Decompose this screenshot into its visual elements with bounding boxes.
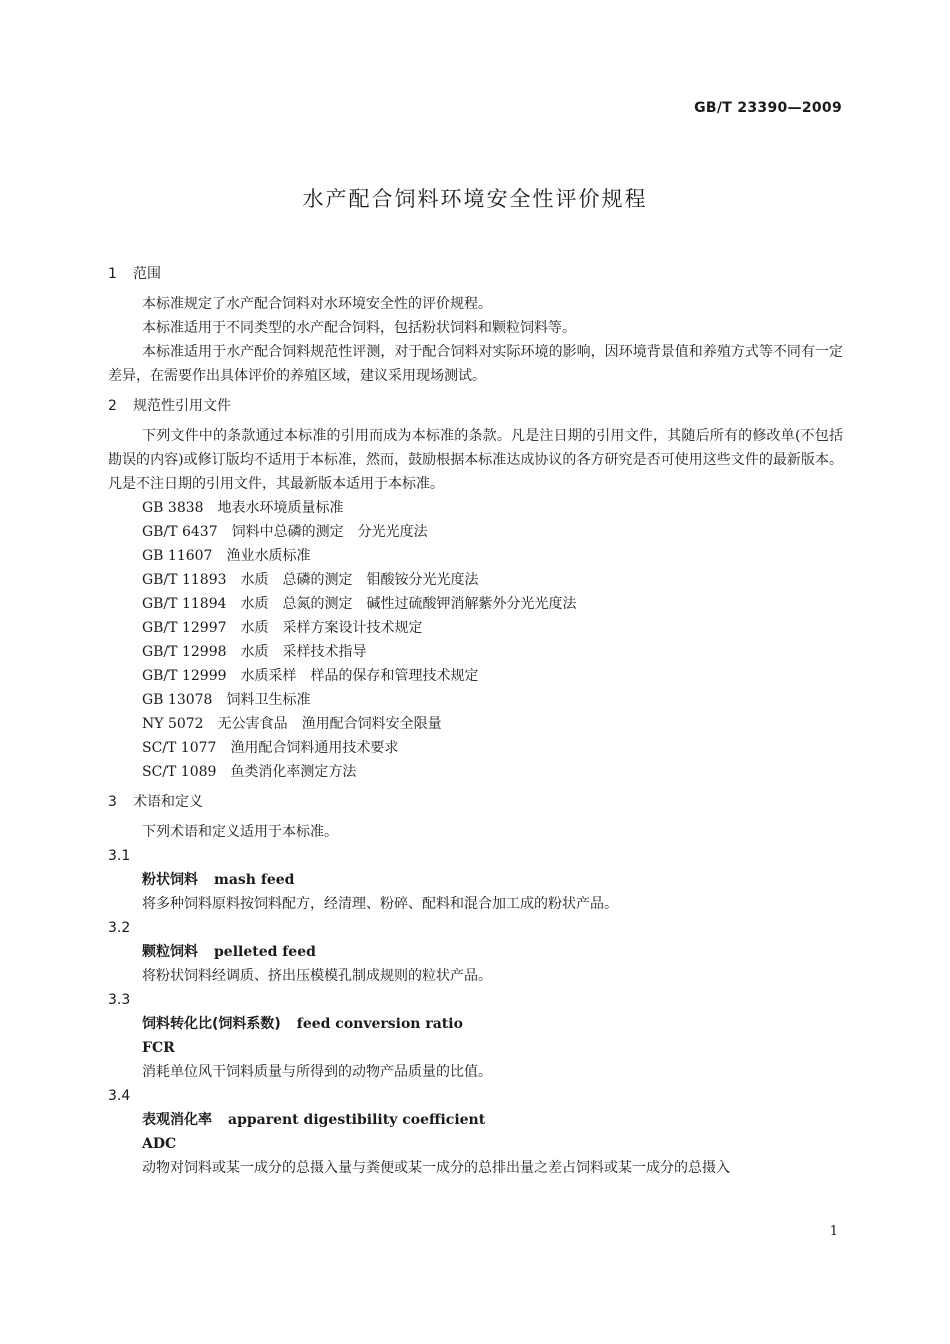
reference-item: SC/T 1089 鱼类消化率测定方法 (142, 764, 357, 780)
term-name: 表观消化率 apparent digestibility coefficient (142, 1112, 486, 1128)
document-title: 水产配合饲料环境安全性评价规程 (302, 187, 648, 211)
term-abbreviation: ADC (142, 1136, 177, 1152)
section-title: 规范性引用文件 (133, 398, 231, 414)
term-definition: 消耗单位风干饲料质量与所得到的动物产品质量的比值。 (142, 1064, 492, 1080)
standard-number: GB/T 23390—2009 (694, 100, 842, 116)
reference-item: NY 5072 无公害食品 渔用配合饲料安全限量 (142, 716, 442, 732)
reference-item: SC/T 1077 渔用配合饲料通用技术要求 (142, 740, 399, 756)
term-number: 3.3 (108, 992, 131, 1008)
section-number: 3 (108, 794, 117, 810)
reference-item: GB/T 6437 饲料中总磷的测定 分光光度法 (142, 524, 428, 540)
section-2-heading (108, 394, 843, 418)
term-number: 3.1 (108, 848, 131, 864)
reference-item: GB 13078 饲料卫生标准 (142, 692, 311, 708)
reference-item: GB/T 12997 水质 采样方案设计技术规定 (142, 620, 423, 636)
reference-item: GB/T 11893 水质 总磷的测定 钼酸铵分光光度法 (142, 572, 479, 588)
reference-item: GB/T 12999 水质采样 样品的保存和管理技术规定 (142, 668, 479, 684)
term-number: 3.2 (108, 920, 131, 936)
term-definition: 将粉状饲料经调质、挤出压模模孔制成规则的粒状产品。 (142, 968, 492, 984)
paragraph: 本标准适用于不同类型的水产配合饲料，包括粉状饲料和颗粒饲料等。 (142, 320, 576, 336)
term-name: 粉状饲料 mash feed (142, 872, 295, 888)
term-name: 颗粒饲料 pelleted feed (142, 944, 316, 960)
reference-item: GB 11607 渔业水质标准 (142, 548, 311, 564)
term-definition: 动物对饲料或某一成分的总摄入量与粪便或某一成分的总排出量之差占饲料或某一成分的总摄入 (142, 1160, 730, 1176)
section-1-heading (108, 262, 843, 286)
document-body (108, 262, 843, 1180)
section-number: 2 (108, 398, 117, 414)
paragraph: 本标准规定了水产配合饲料对水环境安全性的评价规程。 (142, 296, 492, 312)
reference-list (108, 496, 843, 784)
reference-item: GB/T 12998 水质 采样技术指导 (142, 644, 367, 660)
section-3-heading (108, 790, 843, 814)
paragraph: 下列术语和定义适用于本标准。 (142, 824, 338, 840)
section-title: 术语和定义 (133, 794, 203, 810)
term-abbreviation: FCR (142, 1040, 175, 1056)
section-number: 1 (108, 266, 117, 282)
paragraph: 本标准适用于水产配合饲料规范性评测，对于配合饲料对实际环境的影响，因环境背景值和养殖方式等不同有一定差异，在需要作出具体评价的养殖区域，建议采用现场测试。 (108, 344, 843, 384)
section-title: 范围 (133, 266, 161, 282)
term-number: 3.4 (108, 1088, 131, 1104)
reference-item: GB 3838 地表水环境质量标准 (142, 500, 344, 516)
reference-item: GB/T 11894 水质 总氮的测定 碱性过硫酸钾消解紫外分光光度法 (142, 596, 577, 612)
term-definition: 将多种饲料原料按饲料配方，经清理、粉碎、配料和混合加工成的粉状产品。 (142, 896, 618, 912)
page-number: 1 (829, 1224, 838, 1239)
paragraph: 下列文件中的条款通过本标准的引用而成为本标准的条款。凡是注日期的引用文件，其随后所有的修改单(不包括勘误的内容)或修订版均不适用于本标准，然而，鼓励根据本标准达成协议的各方研究是否可使用这些文件的最新版本。凡是不注日期的引用文件，其最新版本适用于本标准。 (108, 428, 843, 492)
term-name: 饲料转化比(饲料系数) feed conversion ratio (142, 1016, 463, 1032)
